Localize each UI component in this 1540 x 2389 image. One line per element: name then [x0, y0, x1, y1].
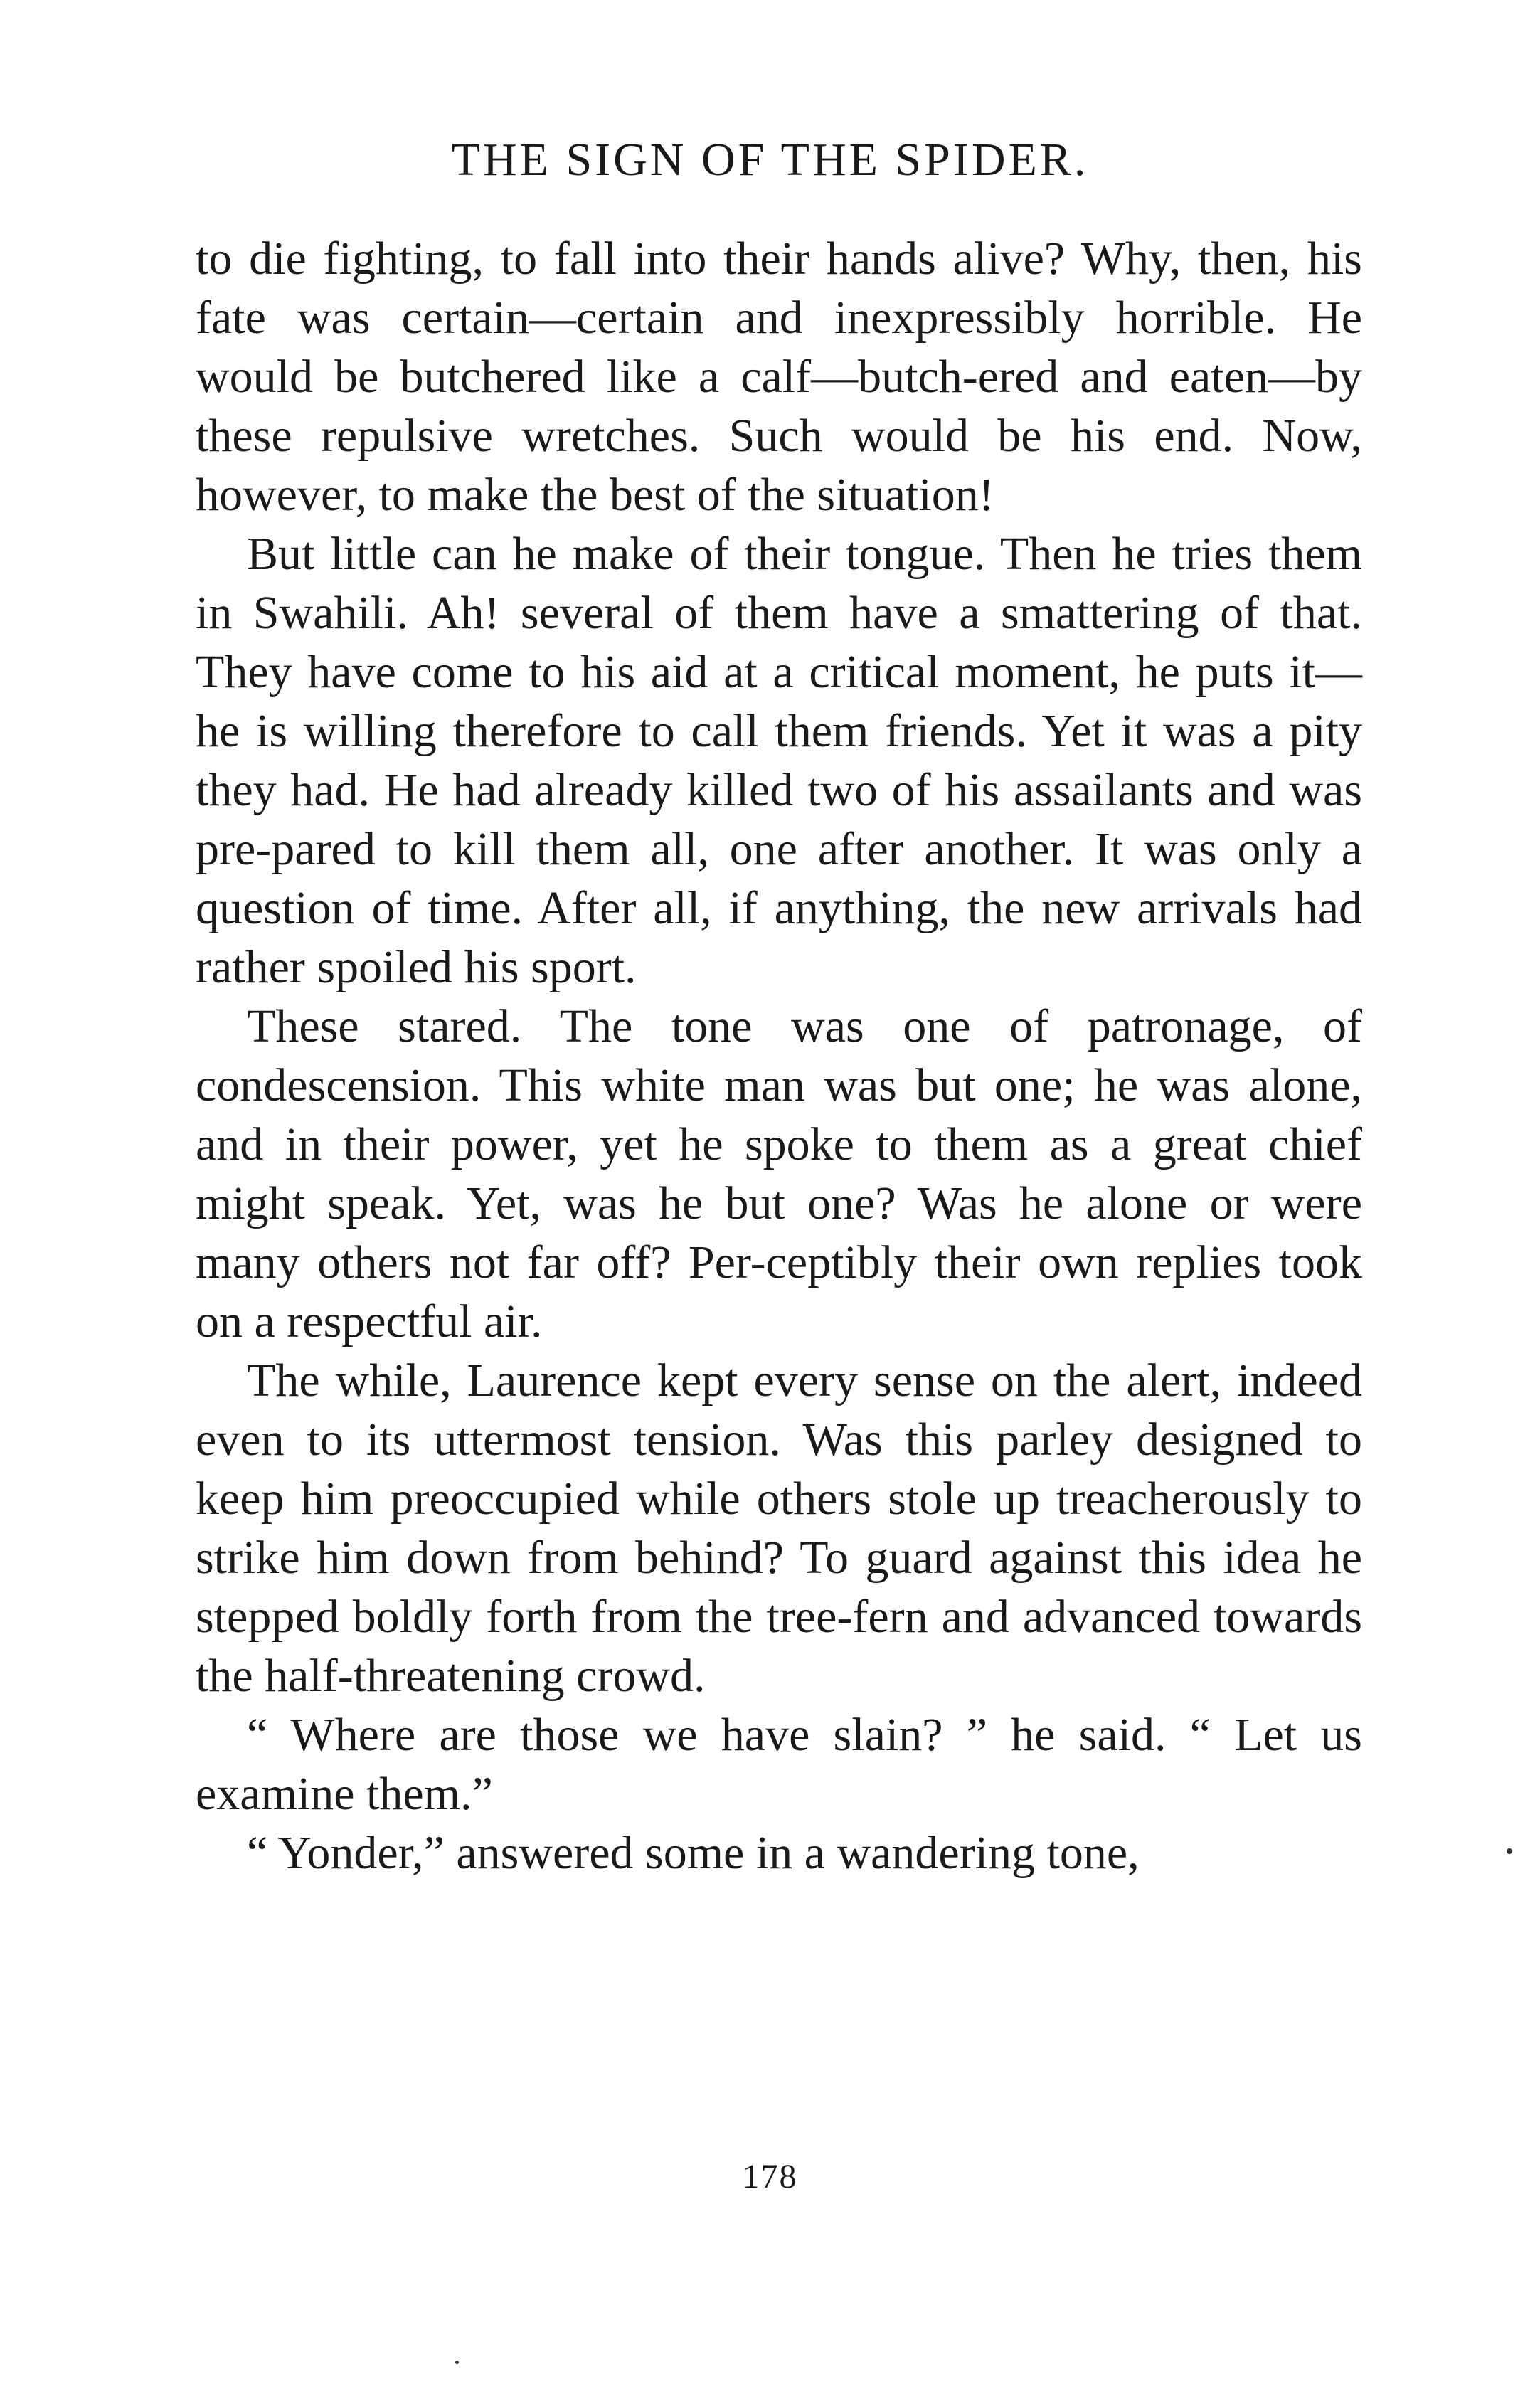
print-speck — [455, 2361, 459, 2364]
page-body — [196, 229, 1362, 1882]
print-speck — [1507, 1848, 1512, 1854]
paragraph: The while, Laurence kept every sense on the alert, indeed even to its uttermost tension. Was this parley designed to keep him preoccupied while others stole up treacherously to strike him down from behind? To guard against this idea he stepped boldly forth from the tree-fern and advanced towards the half-threatening crowd. — [196, 1355, 1362, 1702]
paragraph: “ Where are those we have slain? ” he said. “ Let us examine them.” — [196, 1709, 1362, 1820]
paragraph: “ Yonder,” answered some in a wandering tone, — [247, 1827, 1140, 1879]
paragraph: These stared. The tone was one of patronage, of condescension. This white man was but one; he was alone, and in their power, yet he spoke to them as a great chief might speak. Yet, was he but one? Was he alone or were many others not far off? Per-ceptibly their own replies took on a respectful air. — [196, 1000, 1362, 1347]
paragraph: to die fighting, to fall into their hands alive? Why, then, his fate was certain—certain and inexpressibly horrible. He would be butchered like a calf—butch-ered and eaten—by these repulsive wretches. Such would be his end. Now, however, to make the best of the situation! — [196, 233, 1362, 521]
page-number: 178 — [742, 2158, 798, 2195]
paragraph: But little can he make of their tongue. Then he tries them in Swahili. Ah! several of them have a smattering of that. They have come to his aid at a critical moment, he puts it—he is willing therefore to call them friends. Yet it was a pity they had. He had already killed two of his assailants and was pre-pared to kill them all, one after another. It was only a question of time. After all, if anything, the new arrivals had rather spoiled his sport. — [196, 528, 1362, 993]
running-header: THE SIGN OF THE SPIDER. — [451, 134, 1089, 186]
